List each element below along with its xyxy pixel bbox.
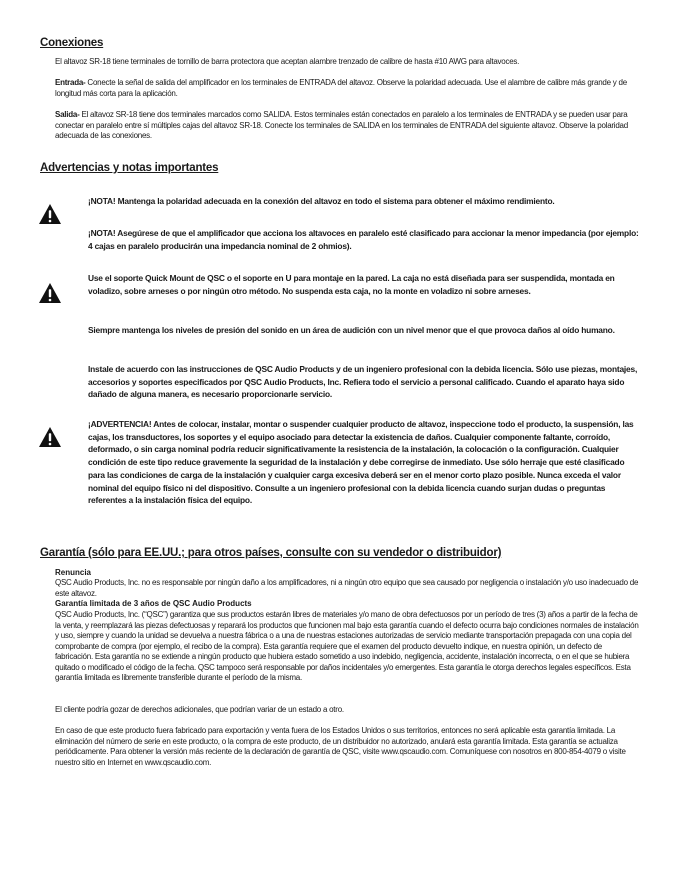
nota-impedancia: ¡NOTA! Asegúrese de que el amplificador que acciona los altavoces en paralelo esté clasificado para accionar la menor impedancia (por ejemplo: 4 cajas en paralelo producirán una impedancia nominal de 2 ohmios). <box>88 228 639 251</box>
exportacion-text: En caso de que este producto fuera fabricado para exportación y venta fuera de los Estados Unidos o sus territorios, entonces no será aplicable esta garantía limitada. La eliminación del número de serie en este producto, o la compra de este producto, de un distribuidor no autorizado, anulará esta garantía limitada. Esta garantía se actualiza periódicamente. Para obtener la versión más reciente de la declaración de garantía de QSC, visite www.qscaudio.com. Comuníquese con nosotros en 800-854-4079 o visite nuestro sitio en Internet en www.qscaudio.com. <box>55 726 626 767</box>
advertencia-inspeccion: ¡ADVERTENCIA! Antes de colocar, instalar, montar o suspender cualquier producto de altavoz, inspeccione todo el producto, la suspensión, las cajas, los transductores, los soportes y el equipo asociado para detectar la existencia de daños. Cualquier componente faltante, corroído, deformado, o sin carga nominal podría reducir significativamente la resistencia de la instalación, la colocación o la configuración. Cualquier condición de este tipo reduce gravemente la seguridad de la instalación y debe corregirse de inmediato. Use sólo herraje que esté clasificado para las condiciones de carga de la instalación y cualquier carga excesiva deberá ser en el menor corto plazo posible. Nunca exceda el valor nominal del equipo físico ni del dispositivo. Consulte a un ingeniero profesional con la debida licencia cuando surjan dudas o preguntas referentes a la instalación física del equipo. <box>88 419 634 506</box>
conexiones-intro: El altavoz SR-18 tiene terminales de tornillo de barra protectora que aceptan alambre trenzado de calibre de hasta #10 AWG para altavoces. <box>55 57 520 66</box>
nota-presion-sonido: Siempre mantenga los niveles de presión del sonido en un área de audición con un nivel menor que el que provoca daños al oído humano. <box>88 325 615 335</box>
nota-polaridad: ¡NOTA! Mantenga la polaridad adecuada en la conexión del altavoz en todo el sistema para obtener el máximo rendimiento. <box>88 196 555 206</box>
warning-triangle-icon <box>38 282 62 304</box>
salida-text: El altavoz SR-18 tiene dos terminales marcados como SALIDA. Estos terminales están conectados en paralelo a los terminales de ENTRADA y se pueden usar para conectar en paralelo entre sí múltiples cajas del altavoz SR-18. Conecte los terminales de SALIDA en los terminales de ENTRADA del siguiente altavoz. Observe la polaridad adecuada de las conexiones. <box>55 110 628 140</box>
entrada-paragraph <box>55 78 640 99</box>
salida-paragraph <box>55 110 640 142</box>
heading-advertencias: Advertencias y notas importantes <box>40 162 219 174</box>
heading-garantia: Garantía (sólo para EE.UU.; para otros países, consulte con su vendedor o distribuidor) <box>40 547 502 559</box>
warning-triangle-icon <box>38 203 62 225</box>
garantia-limitada-text: QSC Audio Products, Inc. (“QSC”) garantiza que sus productos estarán libres de materiales y/o mano de obra defectuosos por un período de tres (3) años a partir de la fecha de la venta, y reemplazará las piezas defectuosas y reparará los productos que funcionen mal bajo esta garantía cuando el defecto ocurra bajo condiciones normales de instalación y uso, siempre y cuando la unidad se devuelva a nuestra fábrica o a una de nuestras estaciones autorizadas de servicio mediante transportación prepagada con una copia del comprobante de compra (por ejemplo, el recibo de la compra). Esta garantía requiere que el examen del producto devuelto indique, en nuestra opinión, un defecto de fabricación. Esta garantía no se extiende a ningún producto que hubiera estado sometido a uso indebido, negligencia, accidente, instalación incorrecta, o en el que se hubiera quitado o modificado el código de la fecha. QSC tampoco será responsable por daños incidentales y/o emergentes. Esta garantía le otorga derechos legales específicos. Esta garantía limitada es libremente transferible durante el período de la misma. <box>55 610 639 682</box>
salida-label: Salida- <box>55 110 80 119</box>
entrada-text: Conecte la señal de salida del amplificador en los terminales de ENTRADA del altavoz. Observe la polaridad adecuada. Use el alambre de calibre más grande y de longitud más corta para la aplicación. <box>55 78 627 98</box>
garantia-limitada-title: Garantía limitada de 3 años de QSC Audio Products <box>55 599 252 608</box>
warning-triangle-icon <box>38 426 62 448</box>
renuncia-title: Renuncia <box>55 568 92 577</box>
renuncia-text: QSC Audio Products, Inc. no es responsable por ningún daño a los amplificadores, ni a ningún otro equipo que sea causado por negligencia o instalación y/o uso inadecuado de este altavoz. <box>55 578 639 598</box>
heading-conexiones: Conexiones <box>40 37 104 49</box>
entrada-label: Entrada- <box>55 78 86 87</box>
derechos-adicionales-text: El cliente podría gozar de derechos adicionales, que podrían variar de un estado a otro. <box>55 705 344 714</box>
nota-soporte: Use el soporte Quick Mount de QSC o el soporte en U para montaje en la pared. La caja no está diseñada para ser suspendida, montada en voladizo, sobre arneses o por ningún otro método. No suspenda esta caja, no la monte en voladizo ni sobre arneses. <box>88 273 615 296</box>
nota-instalacion: Instale de acuerdo con las instrucciones de QSC Audio Products y de un ingeniero profesional con la debida licencia. Sólo use piezas, montajes, accesorios y soportes especificados por QSC Audio Products, Inc. Refiera todo el servicio a personal calificado. Cuando el aparato haya sido dañado de alguna manera, es necesario proporcionarle servicio. <box>88 364 638 400</box>
